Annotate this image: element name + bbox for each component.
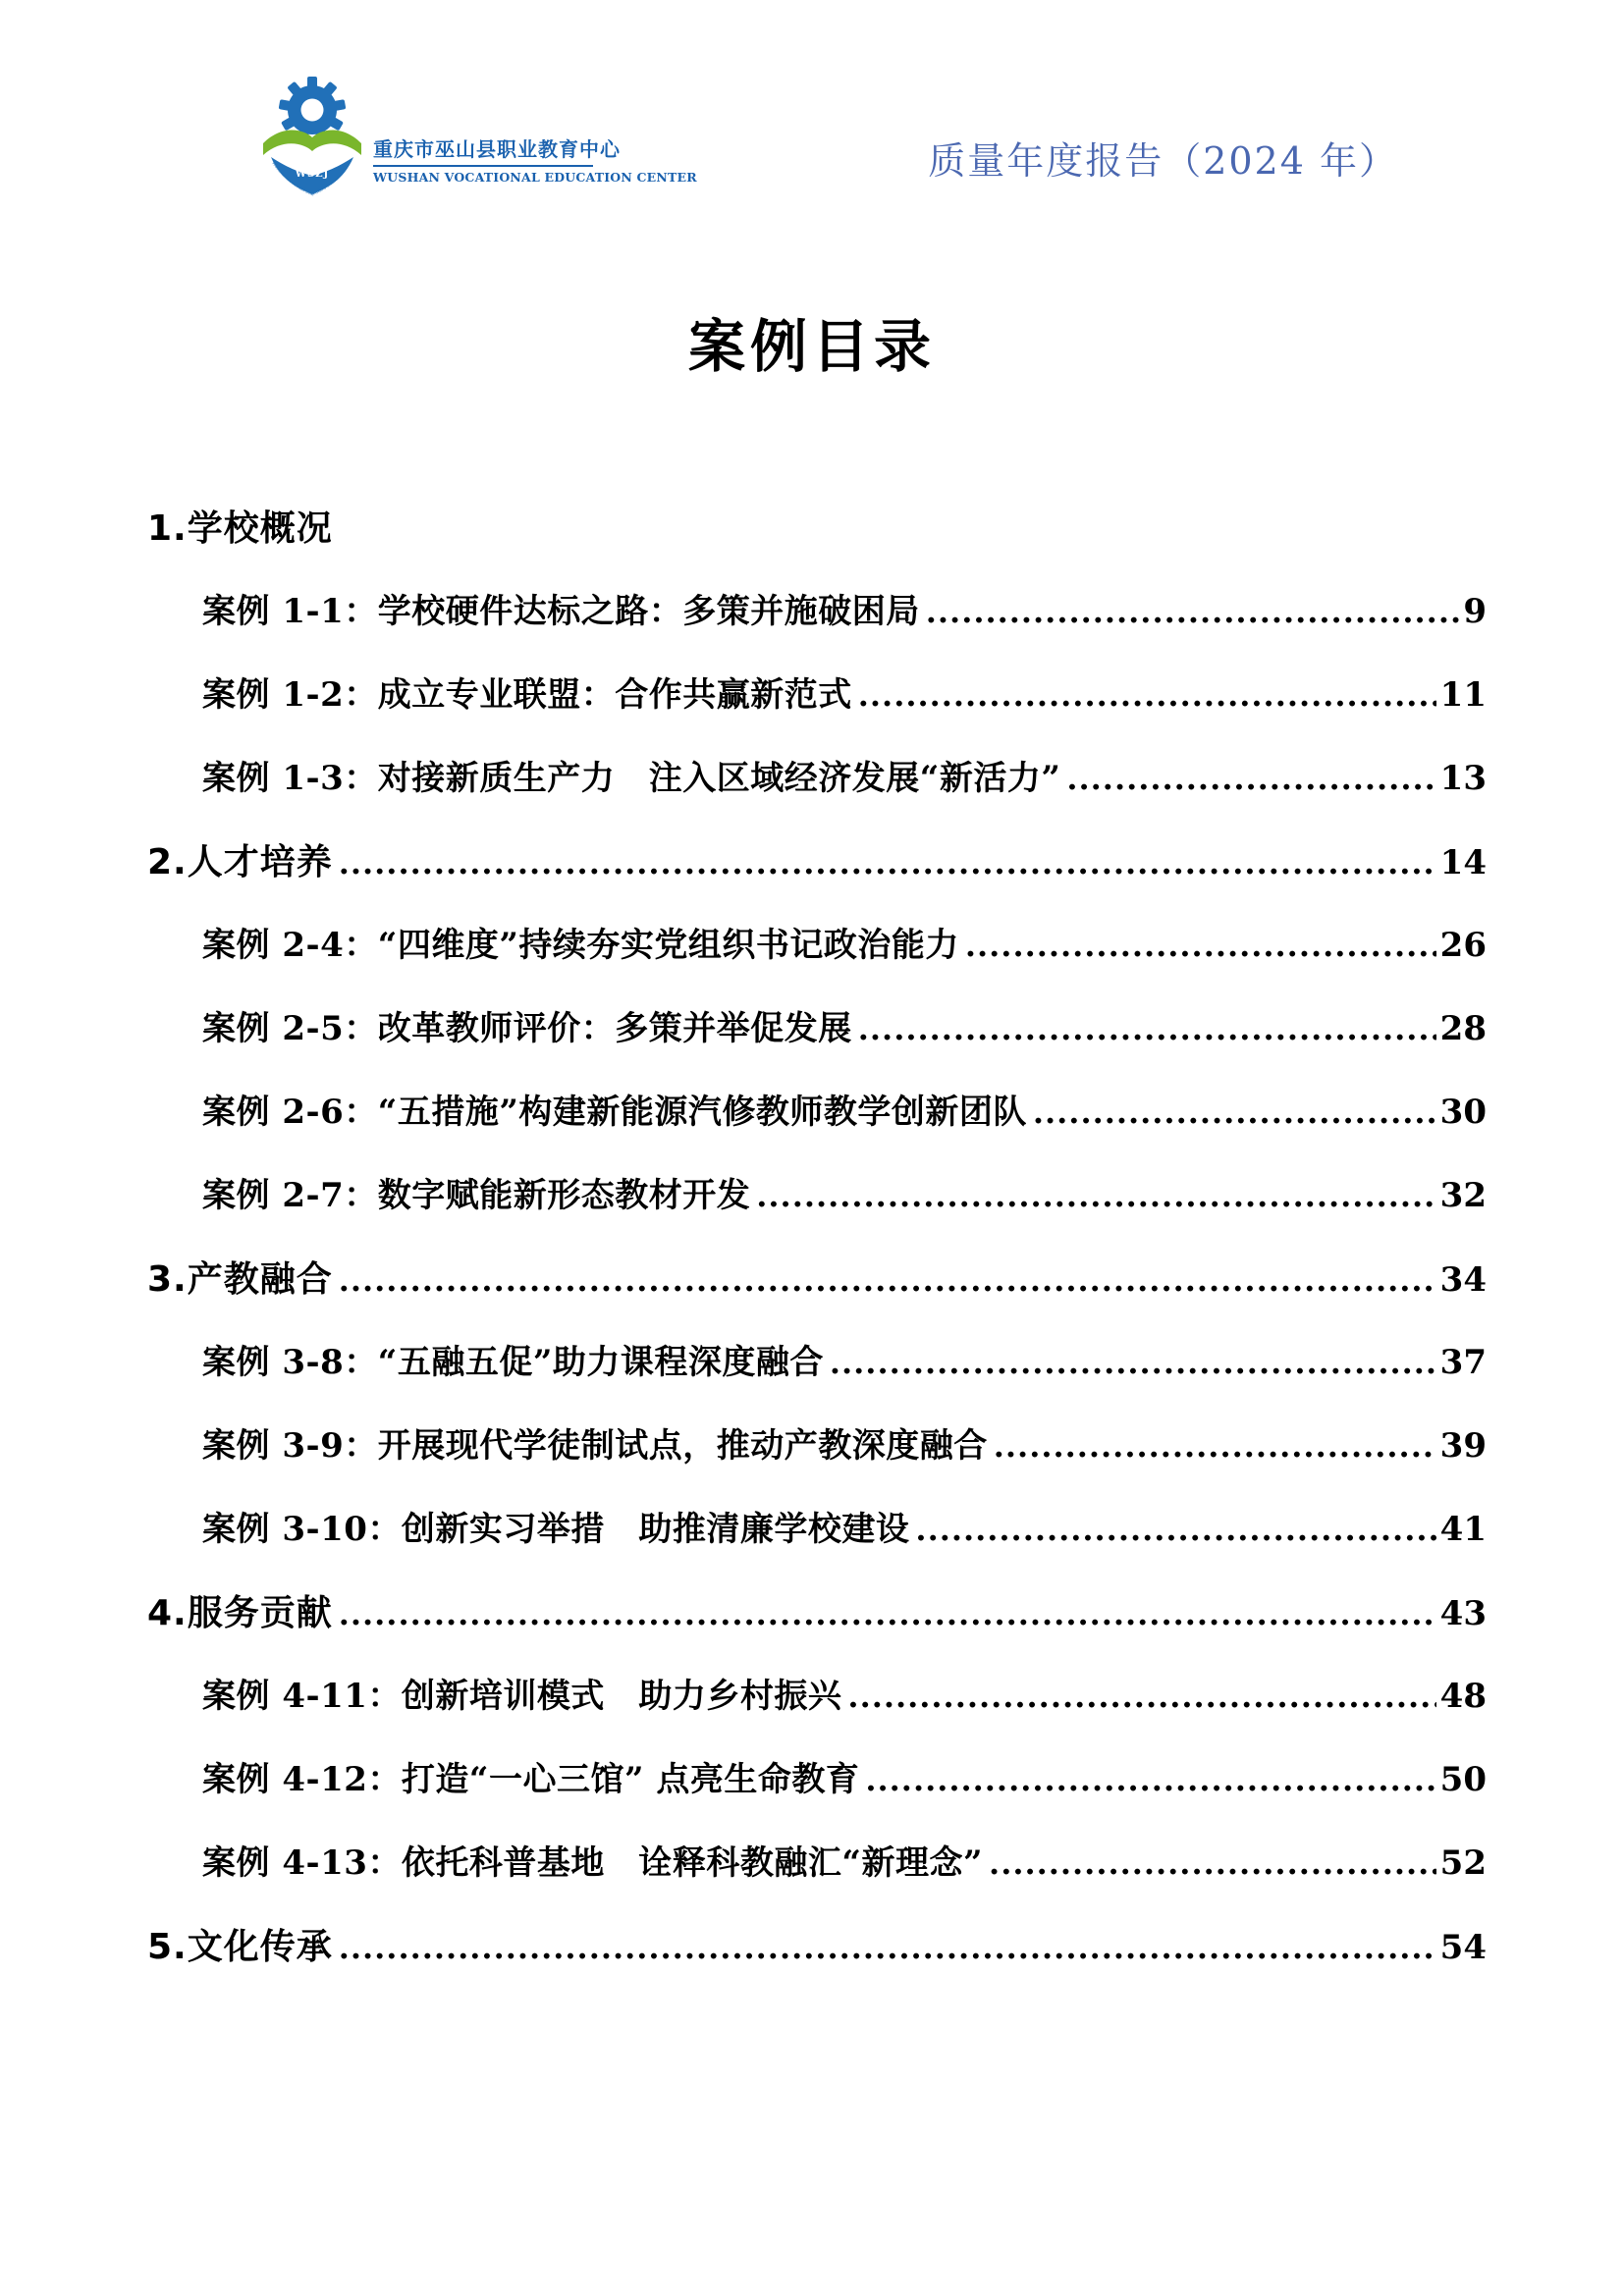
toc-entry-label: 案例 1-2：成立专业联盟：合作共赢新范式	[202, 675, 852, 715]
toc-leader-dots	[994, 1405, 1436, 1493]
toc-leader-dots	[339, 822, 1436, 910]
toc-entry-case-3-8[interactable]	[147, 1321, 1487, 1405]
toc-page-number: 39	[1439, 1426, 1487, 1466]
toc-page-number: 30	[1439, 1093, 1487, 1132]
toc-section-school-overview[interactable]	[147, 487, 1487, 570]
toc-entry-label: 案例 2-4：“四维度”持续夯实党组织书记政治能力	[202, 926, 959, 965]
toc-leader-dots	[339, 1906, 1436, 1995]
toc-page-number: 14	[1439, 843, 1487, 882]
toc-page-number: 11	[1439, 675, 1487, 715]
toc-section-service-contribution[interactable]	[147, 1572, 1487, 1655]
toc-leader-dots	[339, 1239, 1436, 1327]
banner-text: WSZJ	[295, 169, 330, 180]
toc-entry-case-4-13[interactable]	[147, 1822, 1487, 1905]
school-logo	[261, 75, 697, 198]
page-title: 案例目录	[687, 313, 936, 380]
toc-leader-dots	[339, 1573, 1436, 1661]
toc-entry-case-4-12[interactable]	[147, 1738, 1487, 1822]
toc-page-number: 9	[1463, 592, 1487, 631]
toc-leader-dots	[858, 654, 1436, 742]
toc-page-number: 50	[1439, 1760, 1487, 1799]
school-name-chinese: 重庆市巫山县职业教育中心	[373, 137, 621, 161]
toc-entry-case-1-3[interactable]	[147, 737, 1487, 821]
toc-entry-label: 案例 4-11：创新培训模式 助力乡村振兴	[202, 1677, 842, 1716]
toc-entry-label: 案例 4-12：打造“一心三馆” 点亮生命教育	[202, 1760, 860, 1799]
logo-divider-line	[373, 165, 593, 167]
toc-entry-case-3-9[interactable]	[147, 1405, 1487, 1488]
toc-entry-label: 1.学校概况	[147, 508, 333, 549]
toc-page-number: 32	[1439, 1176, 1487, 1215]
toc-leader-dots	[1066, 737, 1435, 826]
toc-page-number: 41	[1439, 1510, 1487, 1549]
toc-leader-dots	[858, 988, 1436, 1076]
toc-page-number: 13	[1439, 759, 1487, 798]
arc-caption: Wushan Vocational Education Center	[270, 161, 342, 198]
toc-entry-label: 案例 3-10：创新实习举措 助推清廉学校建设	[202, 1510, 910, 1549]
toc-leader-dots	[965, 904, 1436, 992]
toc-page-number: 37	[1439, 1343, 1487, 1382]
table-of-contents	[147, 487, 1487, 1989]
toc-page-number: 43	[1439, 1594, 1487, 1633]
toc-entry-label: 案例 2-7：数字赋能新形态教材开发	[202, 1176, 751, 1215]
toc-entry-label: 案例 2-5：改革教师评价：多策并举促发展	[202, 1009, 852, 1048]
toc-page-number: 54	[1439, 1928, 1487, 1967]
report-title: 质量年度报告（2024 年）	[928, 139, 1398, 183]
toc-page-number: 52	[1439, 1843, 1487, 1883]
toc-entry-case-2-7[interactable]	[147, 1154, 1487, 1238]
toc-entry-case-1-1[interactable]	[147, 570, 1487, 654]
toc-page-number: 34	[1439, 1260, 1487, 1300]
toc-entry-label: 案例 4-13：依托科普基地 诠释科教融汇“新理念”	[202, 1843, 984, 1883]
toc-entry-label: 3.产教融合	[147, 1259, 333, 1300]
toc-entry-label: 4.服务贡献	[147, 1593, 333, 1633]
toc-page-number: 26	[1439, 926, 1487, 965]
toc-page-number: 48	[1439, 1677, 1487, 1716]
toc-leader-dots	[830, 1321, 1436, 1410]
toc-entry-label: 2.人才培养	[147, 842, 333, 882]
toc-leader-dots	[926, 570, 1460, 659]
school-name-english: WUSHAN VOCATIONAL EDUCATION CENTER	[373, 170, 697, 185]
toc-entry-case-2-4[interactable]	[147, 904, 1487, 988]
toc-entry-label: 案例 3-9：开展现代学徒制试点，推动产教深度融合	[202, 1426, 988, 1466]
toc-entry-label: 5.文化传承	[147, 1927, 333, 1967]
toc-section-culture-heritage[interactable]	[147, 1905, 1487, 1989]
toc-section-industry-education[interactable]	[147, 1238, 1487, 1321]
toc-entry-case-1-2[interactable]	[147, 654, 1487, 737]
toc-leader-dots	[756, 1154, 1435, 1243]
toc-section-talent-cultivation[interactable]	[147, 821, 1487, 904]
toc-entry-case-2-5[interactable]	[147, 988, 1487, 1071]
toc-page-number: 28	[1439, 1009, 1487, 1048]
toc-leader-dots	[1033, 1071, 1436, 1159]
toc-entry-label: 案例 1-3：对接新质生产力 注入区域经济发展“新活力”	[202, 759, 1061, 798]
school-logo-text	[373, 75, 697, 185]
toc-entry-label: 案例 1-1：学校硬件达标之路：多策并施破困局	[202, 592, 920, 631]
toc-leader-dots	[989, 1822, 1436, 1910]
toc-entry-label: 案例 3-8：“五融五促”助力课程深度融合	[202, 1343, 824, 1382]
toc-leader-dots	[915, 1488, 1435, 1576]
toc-leader-dots	[847, 1655, 1435, 1743]
toc-entry-label: 案例 2-6：“五措施”构建新能源汽修教师教学创新团队	[202, 1093, 1027, 1132]
toc-leader-dots	[865, 1738, 1435, 1827]
school-logo-icon	[261, 75, 363, 198]
toc-entry-case-3-10[interactable]	[147, 1488, 1487, 1572]
toc-entry-case-2-6[interactable]	[147, 1071, 1487, 1154]
toc-entry-case-4-11[interactable]	[147, 1655, 1487, 1738]
